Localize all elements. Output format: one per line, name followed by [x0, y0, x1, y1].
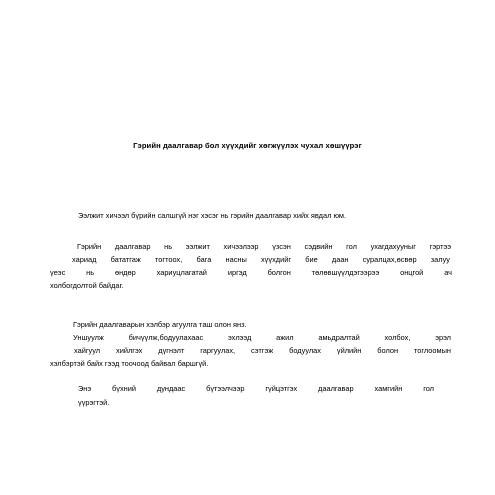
paragraph-3-line-1: Гэрийн даалгаварын хэлбэр агуулга таш олон янз.	[73, 320, 247, 329]
paragraph-2-line-1: Гэрийн даалгавар нь ээлжит хичээлээр үзсэн сэдвийн гол ухагдахууныг гэртээ	[77, 242, 451, 251]
paragraph-3-line-3: хайгуул хийлгэх дүгнэлт гаргуулах, сэтгэж бодуулах үйлийн болон тоглоомын	[74, 346, 451, 355]
paragraph-4-line-2: үүрэгтэй.	[78, 398, 110, 407]
paragraph-3-line-4: хэлбэртэй байх гээд тоочоод байвал баршгүй.	[50, 359, 209, 368]
document-title: Гэрийн даалгавар бол хүүхдийг хөгжүүлэх чухал хөшүүрэг	[133, 141, 362, 150]
paragraph-2-line-4: холбогдолтой байдаг.	[50, 281, 124, 290]
paragraph-2-line-3: үеэс нь өндөр хариуцлагатай иргэд болгон төлөвшүүлдэгээрээ онцгой ач	[50, 268, 452, 277]
paragraph-2-line-2: хариад бататгаж тогтоох, бага насны хүүхдийг бие даан суралцах,өсвөр залуу	[72, 255, 450, 264]
paragraph-1-line-1: Ээлжит хичээл бүрийн салшгүй нэг хэсэг нь гэрийн даалгавар хийх явдал юм.	[78, 211, 347, 220]
paragraph-4-line-1: Энэ бүхний дундаас бүтээлчээр гүйцэтгэх даалгавар хамгийн гол	[78, 384, 434, 393]
paragraph-3-line-2: Уншуулж бичүүлж,бодуулахаас эхлээд ажил амьдралтай холбох, эрэл	[73, 333, 451, 342]
